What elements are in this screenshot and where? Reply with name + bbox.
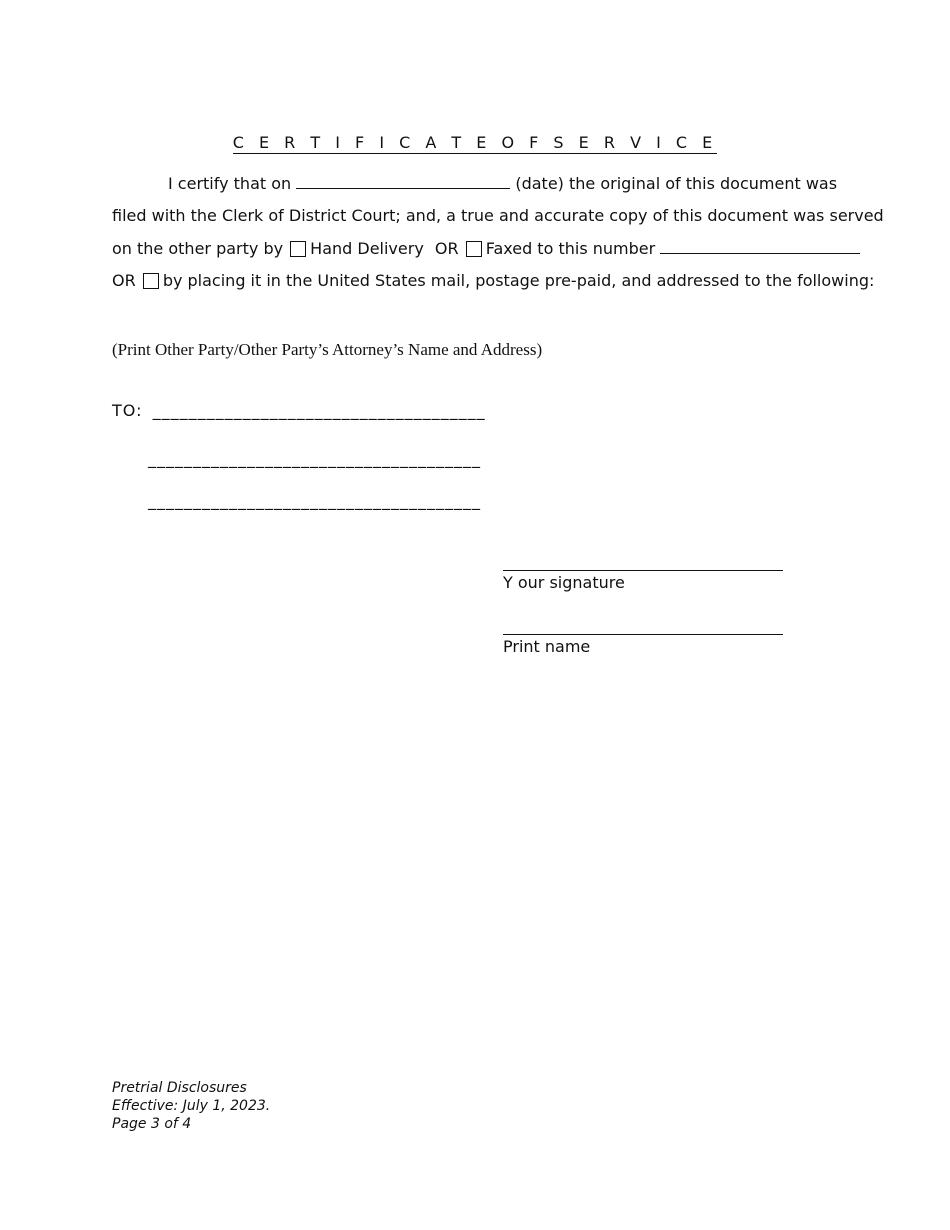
- footer-page-number: Page 3 of 4: [112, 1116, 192, 1132]
- footer-effective-date: Effective: July 1, 2023.: [112, 1098, 271, 1114]
- hand-delivery-checkbox[interactable]: [290, 241, 306, 257]
- or-text-2: OR: [112, 271, 136, 290]
- date-suffix-text: (date) the original of this document was: [515, 174, 838, 193]
- address-line-2[interactable]: _____________________________________: [148, 449, 481, 468]
- print-instruction: (Print Other Party/Other Party’s Attorney’s Name and Address): [112, 340, 543, 359]
- address-field-1[interactable]: _____________________________________: [152, 401, 486, 420]
- fax-checkbox[interactable]: [466, 241, 482, 257]
- hand-delivery-label: Hand Delivery: [310, 239, 424, 258]
- to-label: TO:: [112, 401, 143, 420]
- address-line-3[interactable]: _____________________________________: [148, 491, 481, 510]
- signature-field[interactable]: [503, 570, 783, 571]
- certify-line-1: [112, 173, 838, 195]
- date-field[interactable]: [296, 173, 510, 189]
- address-line-1: [112, 400, 486, 422]
- or-text: OR: [434, 239, 459, 258]
- certify-line-4: [112, 270, 875, 292]
- page-title: [0, 132, 950, 154]
- mail-checkbox[interactable]: [143, 273, 159, 289]
- print-name-label: Print name: [503, 637, 591, 656]
- print-name-field[interactable]: [503, 634, 783, 635]
- mail-label: by placing it in the United States mail, postage pre-paid, and addressed to the following:: [162, 271, 875, 290]
- fax-number-field[interactable]: [660, 238, 860, 254]
- footer-form-name: Pretrial Disclosures: [112, 1080, 247, 1096]
- certify-text: I certify that on: [168, 174, 292, 193]
- signature-label: Y our signature: [503, 573, 625, 592]
- page-title-text: C E R T I F I C A T E O F S E R V I C E: [232, 133, 718, 152]
- fax-label: Faxed to this number: [485, 239, 656, 258]
- served-by-text: on the other party by: [112, 239, 284, 258]
- page-footer: [112, 1079, 270, 1133]
- certify-line-3: [112, 238, 838, 260]
- certify-line-2: filed with the Clerk of District Court; and, a true and accurate copy of this document was served: [112, 206, 884, 225]
